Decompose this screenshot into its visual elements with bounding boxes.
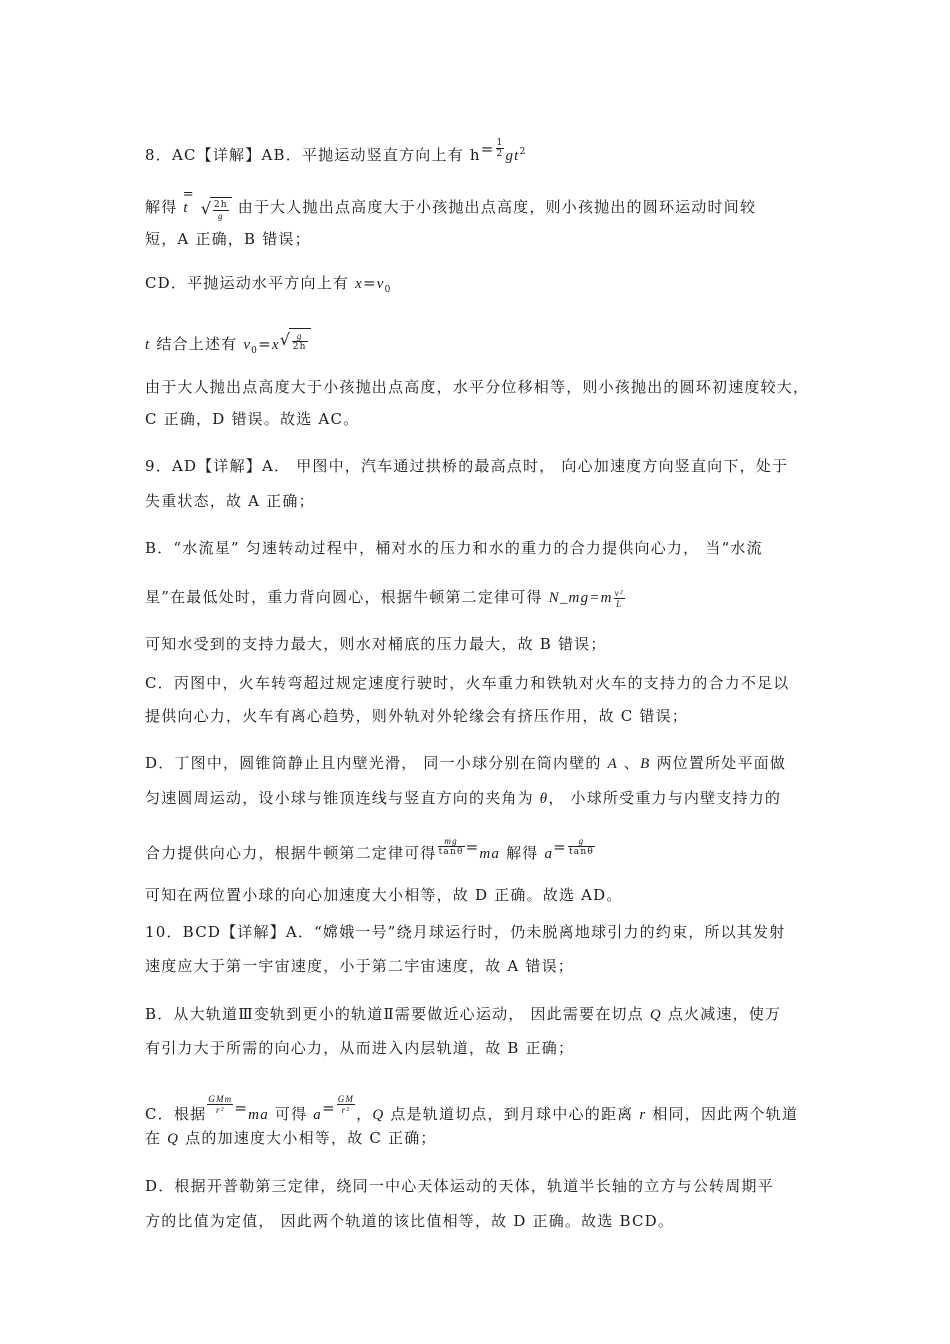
- q9-line-1: 9．AD【详解】A． 甲图中，汽车通过拱桥的最高点时， 向心加速度方向竖直向下，处于: [145, 457, 789, 475]
- denominator: L: [616, 598, 623, 609]
- var-Q: Q: [167, 1131, 180, 1147]
- denominator: r²: [341, 1105, 351, 1115]
- fraction-g-over-tan: [568, 836, 595, 857]
- q9-line-6: C．丙图中，火车转弯超过规定速度行驶时，火车重力和铁轨对火车的支持力的合力不足以: [145, 674, 790, 692]
- var-Q: Q: [372, 1107, 385, 1123]
- fraction-GM-over-r2: [337, 1094, 355, 1115]
- text: ， 小球所受重力与内壁支持力的: [548, 789, 782, 807]
- var-a: a: [313, 1107, 322, 1123]
- denominator: tanθ: [568, 847, 594, 857]
- q10-line-1: 10．BCD【详解】A．“嫦娥一号”绕月球运行时，仍未脱离地球引力的约束，所以其发射: [145, 923, 786, 941]
- text: 点是轨道切点，到月球中心的距离: [384, 1105, 640, 1123]
- text: 解得: [500, 844, 545, 862]
- q9-line-4: [145, 586, 626, 609]
- q10-line-4: 有引力大于所需的向心力，从而进入内层轨道，故 B 正确；: [145, 1039, 575, 1057]
- q9-line-7: 提供向心力，火车有离心趋势，则外轨对外轮缘会有挤压作用，故 C 错误；: [145, 707, 689, 725]
- q9-line-11: 可知在两位置小球的向心加速度大小相等，故 D 正确。故选 AD。: [145, 886, 623, 904]
- text: 点火减速，使万: [661, 1005, 782, 1023]
- numerator: g: [292, 331, 308, 342]
- denominator: tanθ: [438, 847, 464, 857]
- text: 结合上述有: [150, 335, 244, 353]
- q8-text: 8．AC【详解】AB．平抛运动竖直方向上有: [145, 146, 470, 164]
- superscript: 2: [519, 147, 527, 157]
- text: 解得: [145, 198, 184, 216]
- q10-line-6: [145, 1127, 437, 1150]
- q10-line-7: D．根据开普勒第三定律，绕同一中心天体运动的天体，轨道半长轴的立方与公转周期平: [145, 1177, 774, 1195]
- denominator: g: [217, 210, 224, 221]
- var-ma: ma: [248, 1107, 269, 1123]
- q10-line-2: 速度应大于第一宇宙速度，小于第二宇宙速度，故 A 错误；: [145, 957, 574, 975]
- var-ma: ma: [479, 846, 501, 862]
- fraction-mg-over-tan: [438, 836, 465, 857]
- var-v: v: [243, 337, 252, 353]
- q8-line-5: [145, 328, 311, 362]
- var-r: r: [639, 1107, 647, 1123]
- numerator: mg: [438, 836, 465, 847]
- equals: =: [182, 187, 195, 202]
- q8-line-3: 短，A 正确，B 错误；: [145, 230, 311, 248]
- var-theta: θ: [539, 791, 549, 807]
- text: 、: [617, 754, 641, 772]
- numerator: GM: [337, 1094, 355, 1104]
- denominator: r²: [216, 1105, 225, 1115]
- var-Q: Q: [649, 1007, 662, 1023]
- fraction: [213, 200, 229, 221]
- text: 可得: [268, 1105, 314, 1123]
- var-t: t: [145, 337, 151, 353]
- sqrt-g-over-2h: √ $\frac{g}{2h}$: [280, 328, 311, 352]
- text: 点的加速度大小相等，故 C 正确；: [179, 1129, 437, 1147]
- q8-line-7: C 正确，D 错误。故选 AC。: [145, 410, 360, 428]
- q8-line-6: 由于大人抛出点高度大于小孩抛出点高度，水平分位移相等，则小孩抛出的圆环初速度较大，: [145, 378, 810, 396]
- q8-line-4: [145, 272, 392, 301]
- numerator: g: [568, 836, 595, 847]
- text: 在: [145, 1129, 168, 1147]
- equals: =: [234, 1099, 249, 1117]
- denominator: 2h: [292, 341, 307, 352]
- numerator: v²: [614, 587, 624, 598]
- var-a: a: [544, 846, 554, 862]
- text: D．丁图中，圆锥筒静止且内壁光滑， 同一小球分别在筒内壁的: [145, 754, 608, 772]
- var-v: v: [376, 276, 385, 292]
- equals: =: [480, 140, 495, 158]
- q10-line-3: [145, 1003, 781, 1026]
- numerator: 1: [496, 138, 504, 148]
- formula: N_mg=m: [548, 590, 613, 606]
- q9-line-3: B．“水流星” 匀速转动过程中，桶对水的压力和水的重力的合力提供向心力， 当“水流: [145, 539, 763, 557]
- comma: ，: [356, 1105, 373, 1123]
- formula-h: h: [469, 146, 481, 164]
- equals: =: [465, 838, 480, 856]
- var-A: A: [607, 756, 618, 772]
- equals: =: [258, 335, 272, 353]
- text: C．根据: [145, 1105, 207, 1123]
- fraction-one-half: [496, 138, 505, 159]
- subscript: 0: [384, 285, 392, 295]
- var-B: B: [640, 756, 651, 772]
- q10-line-8: 方的比值为定值， 因此两个轨道的该比值相等，故 D 正确。故选 BCD。: [145, 1212, 675, 1230]
- text: 合力提供向心力，根据牛顿第二定律可得: [145, 844, 437, 862]
- fraction-v2-over-L: [614, 588, 625, 609]
- equals: =: [321, 1099, 336, 1117]
- fraction: [292, 331, 308, 352]
- equals: =: [553, 838, 567, 856]
- q9-line-9: [145, 787, 781, 810]
- text: 匀速圆周运动，设小球与锥顶连线与竖直方向的夹角为: [145, 789, 540, 807]
- text: B．从大轨道Ⅲ变轨到更小的轨道Ⅱ需要做近心运动， 因此需要在切点: [145, 1005, 650, 1023]
- fraction-GMm-over-r2: [207, 1094, 233, 1115]
- numerator: 2h: [213, 199, 228, 210]
- subscript: 0: [251, 346, 259, 356]
- var-x: x: [271, 337, 280, 353]
- q9-line-2: 失重状态，故 A 正确；: [145, 492, 315, 510]
- var-x: x: [355, 276, 363, 292]
- q9-line-5: 可知水受到的支持力最大，则水对桶底的压力最大，故 B 错误；: [145, 635, 607, 653]
- var-t: t: [183, 200, 189, 216]
- q10-line-5: [145, 1094, 798, 1126]
- text: 星”在最低处时，重力背向圆心，根据牛顿第二定律可得: [145, 588, 549, 606]
- q9-line-10: [145, 836, 596, 865]
- q9-line-8: [145, 752, 786, 775]
- sqrt-2h-over-g: √ $\frac{2h}{g}$: [201, 197, 232, 221]
- text: 由于大人抛出点高度大于小孩抛出点高度，则小孩抛出的圆环运动时间较: [231, 198, 757, 216]
- denominator: 2: [496, 149, 504, 159]
- q8-line-1: [145, 138, 527, 167]
- text: CD．平抛运动水平方向上有: [145, 274, 356, 292]
- text: 相同，因此两个轨道: [646, 1105, 799, 1123]
- text: 两位置所处平面做: [650, 754, 787, 772]
- q8-line-2: [145, 187, 757, 221]
- equals: =: [362, 274, 377, 292]
- formula-gt: gt: [505, 148, 520, 164]
- numerator: GMm: [208, 1094, 233, 1104]
